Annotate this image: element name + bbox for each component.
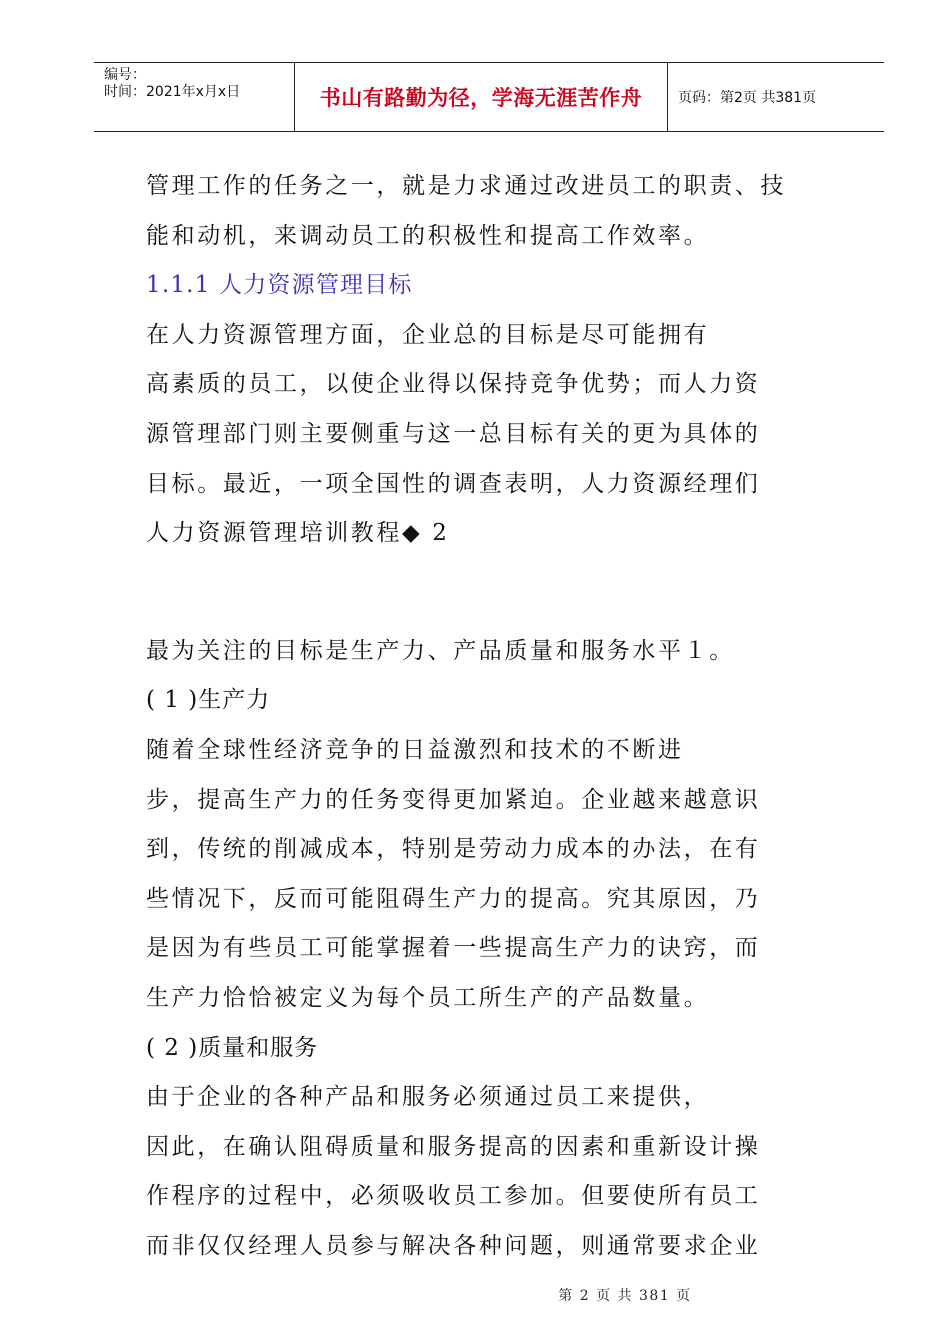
body-line: 步，提高生产力的任务变得更加紧迫。企业越来越意识 — [146, 786, 761, 813]
body-line: 作程序的过程中，必须吸收员工参加。但要使所有员工 — [146, 1183, 761, 1210]
subsection-heading: ( 1 )生产力 — [146, 687, 271, 714]
body-line: 些情况下，反而可能阻碍生产力的提高。究其原因，乃 — [146, 885, 761, 912]
body-line: 最为关注的目标是生产力、产品质量和服务水平１。 — [146, 637, 735, 664]
page-header — [94, 62, 884, 132]
header-meta — [94, 63, 295, 131]
body-line: 生产力恰恰被定义为每个员工所生产的产品数量。 — [146, 984, 710, 1011]
body-line: 到，传统的削减成本，特别是劳动力成本的办法，在有 — [146, 836, 761, 863]
body-line: 在人力资源管理方面，企业总的目标是尽可能拥有 — [146, 321, 710, 348]
page-footer: 第 2 页 共 381 页 — [558, 1288, 692, 1304]
body-line: 高素质的员工，以使企业得以保持竞争优势；而人力资 — [146, 371, 761, 398]
body-line: 因此，在确认阻碍质量和服务提高的因素和重新设计操 — [146, 1133, 761, 1160]
blank-line — [146, 559, 786, 627]
body-line: 源管理部门则主要侧重与这一总目标有关的更为具体的 — [146, 420, 761, 447]
section-heading: 1.1.1 人力资源管理目标 — [146, 272, 413, 299]
header-motto: 书山有路勤为径，学海无涯苦作舟 — [295, 63, 668, 131]
header-page-info: 页码：第2页 共381页 — [678, 90, 817, 106]
number-label: 编号： — [104, 67, 146, 83]
running-title: 人力资源管理培训教程◆ 2 — [146, 520, 450, 547]
body-line: 随着全球性经济竞争的日益激烈和技术的不断进 — [146, 736, 684, 763]
body-line: 目标。最近，一项全国性的调查表明，人力资源经理们 — [146, 470, 761, 497]
body-line: 由于企业的各种产品和服务必须通过员工来提供， — [146, 1084, 710, 1111]
document-body — [146, 162, 786, 1271]
body-line: 管理工作的任务之一，就是力求通过改进员工的职责、技 — [146, 173, 786, 199]
time-label: 时间：2021年x月x日 — [104, 84, 241, 100]
body-line: 而非仅仅经理人员参与解决各种问题，则通常要求企业 — [146, 1232, 761, 1259]
body-line: 是因为有些员工可能掌握着一些提高生产力的诀窍，而 — [146, 935, 761, 962]
subsection-heading: ( 2 )质量和服务 — [146, 1034, 319, 1061]
body-line: 能和动机，来调动员工的积极性和提高工作效率。 — [146, 222, 710, 249]
